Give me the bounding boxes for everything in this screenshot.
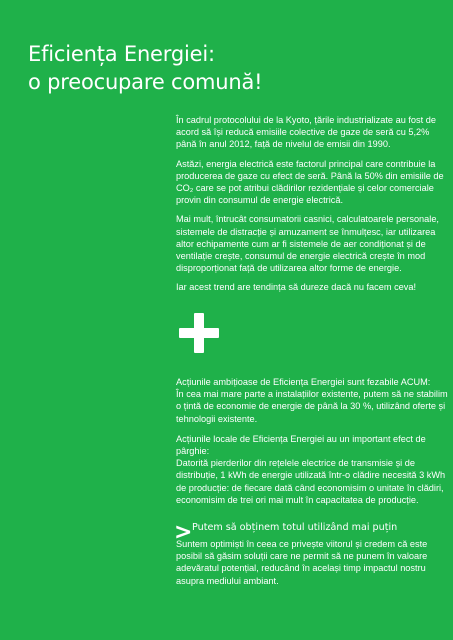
local-actions-body: Datorită pierderilor din rețelele electrice de transmisie și de distribuție, 1 kWh de energie utilizată într-o clădire necesită 3 kWh de producție: de fiecare dată când economisim o unitate în clădiri, economisim de trei ori mai mult în capacitatea de producție. xyxy=(176,458,446,505)
ambitious-actions-body: În cea mai mare parte a instalațiilor existente, putem să ne stabilim o țintă de economie de energie de până la 30 %, utilizând oferte și tehnologii existente. xyxy=(176,389,448,424)
trend-paragraph: Iar acest trend are tendința să dureze dacă nu facem ceva! xyxy=(176,282,417,293)
ambitious-actions-paragraph xyxy=(176,376,448,425)
ambitious-actions-lead: Acțiunile ambițioase de Eficiența Energiei sunt fezabile ACUM: xyxy=(176,377,431,387)
kyoto-paragraph: În cadrul protocolului de la Kyoto, țările industrializate au fost de acord să își reducă emisiile colective de gaze de seră cu 5,2% până în anul 2012, față de nivelul de emisii din 1990. xyxy=(176,115,436,150)
chevron-right-icon: > xyxy=(174,520,193,545)
page-title-line-2: o preocupare comună! xyxy=(28,70,263,94)
section-heading: Putem să obținem totul utilizând mai puțin xyxy=(192,522,398,533)
page-title-line-1: Eficiența Energiei: xyxy=(28,42,215,66)
electricity-paragraph: Astăzi, energia electrică este factorul principal care contribuie la producerea de gaze cu efect de seră. Până la 50% din emisiile de CO₂ care se pot atribui clădirilor rezidențiale și celor comerciale provin din consumul de energie electrică. xyxy=(176,158,444,206)
local-actions-lead: Acțiunile locale de Eficiența Energiei au un important efect de pârghie: xyxy=(176,433,426,457)
plus-icon xyxy=(179,313,219,353)
optimism-paragraph: Suntem optimiști în ceea ce privește viitorul și credem că este posibil să găsim soluții care ne permit să ne punem în valoare adevăratul potențial, reducând în același timp impactul nostru asupra mediului ambiant. xyxy=(176,539,428,586)
intro-section xyxy=(176,114,448,301)
local-actions-paragraph xyxy=(176,433,448,506)
actions-section xyxy=(176,376,448,514)
consumption-paragraph: Mai mult, întrucât consumatorii casnici, calculatoarele personale, sistemele de distracție și amuzament se înmulțesc, iar utilizarea altor echipamente cum ar fi sistemele de aer condiționat și de ventilație crește, consumul de energie electrică crește în mod disproporționat față de utilizarea altor forme de energie. xyxy=(176,214,439,274)
optimism-section xyxy=(176,538,448,594)
page-title xyxy=(28,40,262,96)
